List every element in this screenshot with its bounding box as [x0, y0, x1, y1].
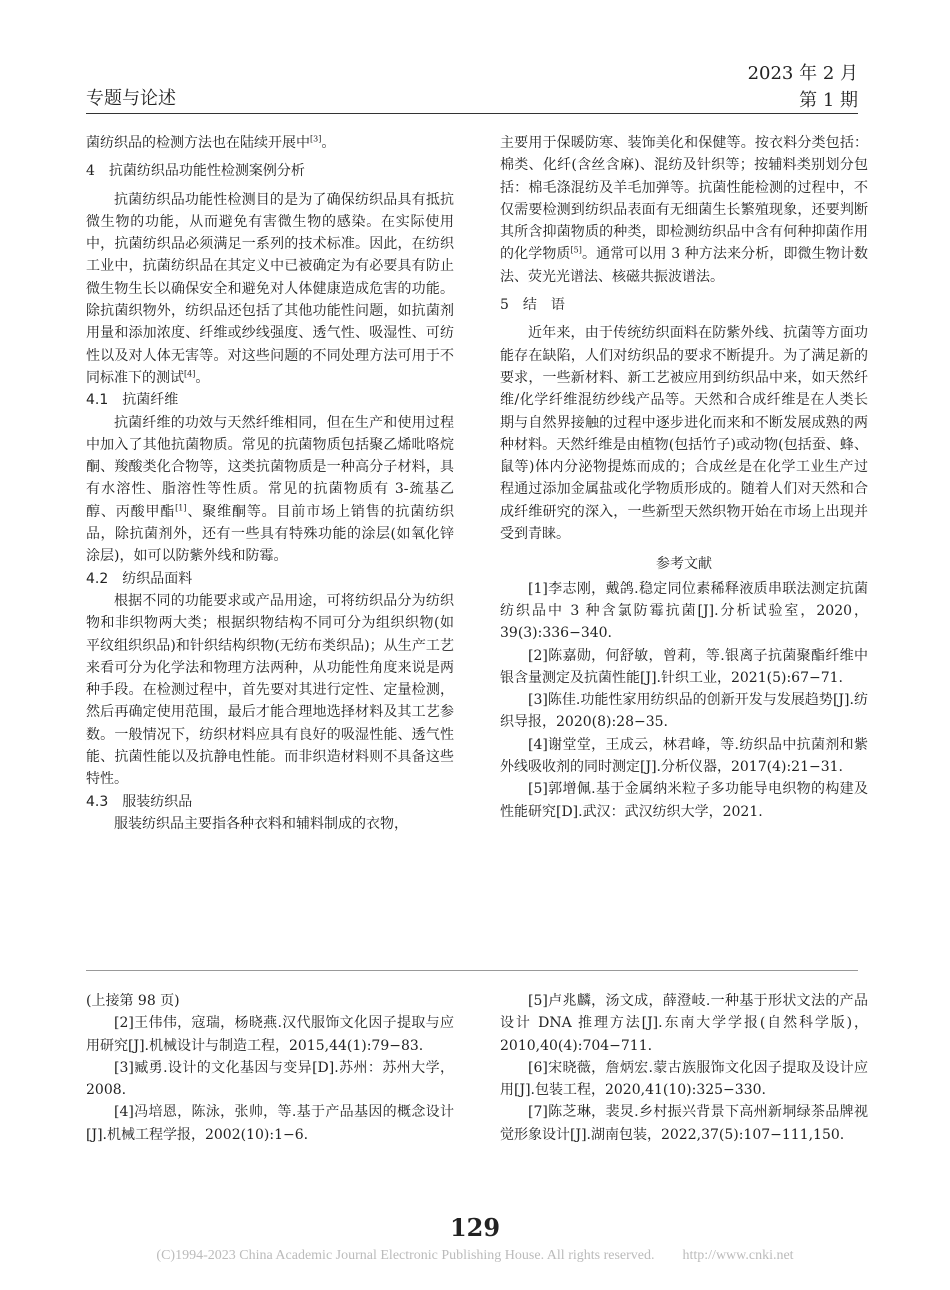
reference-item: [4]冯培恩，陈泳，张帅，等.基于产品基因的概念设计[J].机械工程学报，2002(10):1−6. [86, 1104, 454, 1143]
left-column [86, 132, 454, 835]
reference-item: [3]陈佳.功能性家用纺织品的创新开发与发展趋势[J].纺织导报，2020(8):28−35. [500, 692, 868, 731]
page-number: 129 [449, 1213, 501, 1242]
citation: [4] [184, 369, 196, 379]
reference-item: [3]臧勇.设计的文化基因与变异[D].苏州：苏州大学，2008. [86, 1059, 454, 1099]
subsection-heading-4-2: 4.2 纺织品面料 [86, 570, 193, 587]
paragraph: 近年来，由于传统纺织面料在防紫外线、抗菌等方面功能存在缺陷，人们对纺织品的要求不断提升。为了满足新的要求，一些新材料、新工艺被应用到纺织品中来，如天然纤维/化学纤维混纺纱线产品等。天然和合成纤维是在人类长期与自然界接触的过程中逐步进化而来和不断发展成熟的两种材料。天然纤维是由植物(包括竹子)或动物(包括蚕、蜂、鼠等)体内分泌物提炼而成的；合成丝是在化学工业生产过程通过添加金属盐或化学物质形成的。随着人们对天然和合成纤维研究的深入，一些新型天然织物开始在市场上出现并受到青睐。 [500, 325, 868, 543]
continued-from-note: (上接第 98 页) [86, 993, 180, 1009]
copyright-footer: (C)1994-2023 China Academic Journal Electronic Publishing House. All rights reserved. http://www.cnki.net [156, 1248, 794, 1263]
section-heading-5: 5 结 语 [500, 297, 565, 314]
issue-date: 2023 年 2 月 [747, 63, 858, 84]
paragraph: 服装纺织品主要指各种衣料和辅料制成的衣物， [114, 815, 408, 832]
citation: [5] [570, 245, 582, 255]
right-column [500, 132, 868, 823]
paragraph: 菌纺织品的检测方法也在陆续开展中[3]。 [86, 134, 336, 151]
header-rule [86, 113, 858, 114]
citation: [1] [175, 503, 187, 513]
subsection-heading-4-3: 4.3 服装纺织品 [86, 793, 193, 810]
reference-item: [6]宋晓薇，詹炳宏.蒙古族服饰文化因子提取及设计应用[J].包装工程，2020,41(10):325−330. [500, 1059, 868, 1099]
paragraph: 抗菌纤维的功效与天然纤维相同，但在生产和使用过程中加入了其他抗菌物质。常见的抗菌物质包括聚乙烯吡咯烷酮、羧酸类化合物等，这类抗菌物质是一种高分子材料，具有水溶性、脂溶性等性质。常见的抗菌物质有 3-巯基乙醇、丙酸甲酯[1]、聚维酮等。目前市场上销售的抗菌纺织品，除抗菌剂外，还有一些具有特殊功能的涂层(如氧化锌涂层)，如可以防紫外线和防霉。 [86, 414, 455, 565]
continuation-separator [86, 970, 858, 971]
reference-item: [2]王伟伟，寇瑞，杨晓燕.汉代服饰文化因子提取与应用研究[J].机械设计与制造工程，2015,44(1):79−83. [86, 1015, 454, 1054]
issue-info [748, 60, 858, 114]
paragraph: 根据不同的功能要求或产品用途，可将纺织品分为纺织物和非织物两大类；根据织物结构不同可分为组织织物(如平纹组织织品)和针织结构织物(无纺布类织品)；从生产工艺来看可分为化学法和物理方法两种，从功能性角度来说是两种手段。在检测过程中，首先要对其进行定性、定量检测，然后再确定使用范围，最后才能合理地选择材料及其工艺参数。一般情况下，纺织材料应具有良好的吸湿性能、透气性能、抗菌性能以及抗静电性能。而非织造材料则不具备这些特性。 [86, 592, 454, 788]
reference-item: [7]陈芝琳，裴炅.乡村振兴背景下高州新垌绿茶品牌视觉形象设计[J].湖南包装，2022,37(5):107−111,150. [500, 1104, 868, 1143]
subsection-heading-4-1: 4.1 抗菌纤维 [86, 392, 179, 409]
continued-refs-right [500, 990, 868, 1146]
paragraph: 抗菌纺织品功能性检测目的是为了确保纺织品具有抵抗微生物的功能，从而避免有害微生物的感染。在实际使用中，抗菌纺织品必须满足一系列的技术标准。因此，在纺织工业中，抗菌纺织品在其定义中已被确定为有必要具有防止微生物生长以确保安全和避免对人体健康造成危害的功能。除抗菌织物外，纺织品还包括了其他功能性问题，如抗菌剂用量和添加浓度、纤维或纱线强度、透气性、吸湿性、可纺性以及对人体无害等。对这些问题的不同处理方法可用于不同标准下的测试[4]。 [86, 191, 454, 386]
reference-item: [4]谢堂堂，王成云，林君峰，等.纺织品中抗菌剂和紫外线吸收剂的同时测定[J].分析仪器，2017(4):21−31. [500, 736, 868, 776]
reference-item: [5]卢兆麟，汤文成，薛澄岐.一种基于形状文法的产品设计 DNA 推理方法[J].东南大学学报(自然科学版)，2010,40(4):704−711. [500, 993, 868, 1054]
journal-section-title: 专题与论述 [86, 88, 176, 109]
reference-item: [2]陈嘉勋，何舒敏，曾莉，等.银离子抗菌聚酯纤维中银含量测定及抗菌性能[J].针织工业，2021(5):67−71. [500, 647, 868, 686]
reference-item: [5]郭增佩.基于金属纳米粒子多功能导电织物的构建及性能研究[D].武汉：武汉纺织大学，2021. [500, 781, 868, 820]
issue-number: 第 1 期 [799, 90, 858, 111]
references-title: 参考文献 [656, 556, 712, 573]
citation: [3] [310, 134, 322, 144]
section-heading-4: 4 抗菌纺织品功能性检测案例分析 [86, 163, 305, 180]
continued-refs-left [86, 990, 454, 1146]
paragraph: 主要用于保暖防寒、装饰美化和保健等。按衣料分类包括：棉类、化纤(含丝含麻)、混纺及针织等；按辅料类别划分包括：棉毛涤混纺及羊毛加弹等。抗菌性能检测的过程中，不仅需要检测到纺织品表面有无细菌生长繁殖现象，还要判断其所含抑菌物质的种类，即检测纺织品中含有何种抑菌作用的化学物质[5]。通常可以用 3 种方法来分析，即微生物计数法、荧光光谱法、核磁共振波谱法。 [500, 135, 868, 285]
reference-item: [1]李志刚，戴鸽.稳定同位素稀释液质串联法测定抗菌纺织品中 3 种含氯防霉抗菌[J].分析试验室，2020，39(3):336−340. [500, 580, 868, 642]
